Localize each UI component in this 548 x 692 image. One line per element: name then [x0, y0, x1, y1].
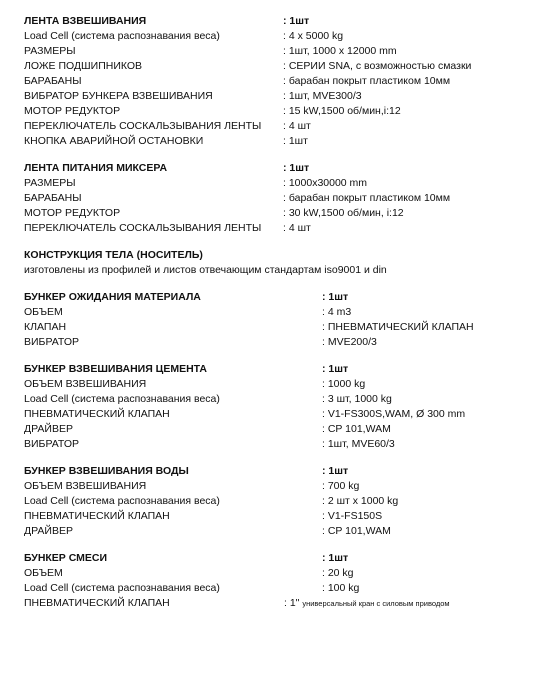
spec-value: : 20 kg [322, 567, 354, 579]
spec-value: : 1шт, MVE60/3 [322, 438, 395, 450]
spec-key: Load Cell (система распознавания веса) [24, 30, 220, 42]
section-body-construction [24, 248, 534, 278]
section-water-weighing-hopper [24, 464, 534, 539]
spec-value: : 30 kW,1500 об/мин, i:12 [283, 207, 404, 219]
spec-value: : барабан покрыт пластиком 10мм [283, 192, 451, 204]
section-qty: : 1шт [322, 291, 349, 303]
spec-key: БАРАБАНЫ [24, 75, 82, 87]
spec-value: : 1000x30000 mm [283, 177, 368, 189]
section-mix-hopper [24, 551, 534, 611]
spec-key: ВИБРАТОР БУНКЕРА ВЗВЕШИВАНИЯ [24, 90, 213, 102]
section-title: ЛЕНТА ПИТАНИЯ МИКСЕРА [24, 162, 168, 174]
spec-key: БАРАБАНЫ [24, 192, 82, 204]
spec-key: КЛАПАН [24, 321, 67, 333]
section-title: ЛЕНТА ВЗВЕШИВАНИЯ [24, 15, 147, 27]
section-weighing-belt [24, 14, 534, 149]
spec-key: РАЗМЕРЫ [24, 177, 76, 189]
section-cement-weighing-hopper [24, 362, 534, 452]
spec-key: РАЗМЕРЫ [24, 45, 76, 57]
spec-value: : V1-FS300S,WAM, Ø 300 mm [322, 408, 466, 420]
spec-value: : CP 101,WAM [322, 423, 391, 435]
spec-value: : CP 101,WAM [322, 525, 391, 537]
spec-key: ПНЕВМАТИЧЕСКИЙ КЛАПАН [24, 408, 170, 420]
spec-value: : 100 kg [322, 582, 360, 594]
spec-value: : 700 kg [322, 480, 360, 492]
spec-value: : MVE200/3 [322, 336, 377, 348]
spec-key: ВИБРАТОР [24, 336, 80, 348]
section-title: БУНКЕР ВЗВЕШИВАНИЯ ЦЕМЕНТА [24, 363, 208, 375]
spec-key: ДРАЙВЕР [24, 525, 73, 537]
spec-key: ОБЪЕМ [24, 567, 63, 579]
spec-key: ДРАЙВЕР [24, 423, 73, 435]
spec-value: : 1000 kg [322, 378, 366, 390]
spec-value [284, 596, 450, 611]
spec-value: : V1-FS150S [322, 510, 383, 522]
section-qty: : 1шт [322, 552, 349, 564]
spec-value: : 1шт [283, 135, 308, 147]
spec-key: КНОПКА АВАРИЙНОЙ ОСТАНОВКИ [24, 135, 204, 147]
spec-value: : 2 шт x 1000 kg [322, 495, 399, 507]
spec-key: ОБЪЕМ ВЗВЕШИВАНИЯ [24, 480, 147, 492]
spec-key: Load Cell (система распознавания веса) [24, 582, 220, 594]
section-title: КОНСТРУКЦИЯ ТЕЛА (НОСИТЕЛЬ) [24, 249, 203, 261]
section-qty: : 1шт [283, 162, 310, 174]
spec-key: МОТОР РЕДУКТОР [24, 207, 121, 219]
spec-key: ПЕРЕКЛЮЧАТЕЛЬ СОСКАЛЬЗЫВАНИЯ ЛЕНТЫ [24, 222, 262, 234]
section-material-waiting-hopper [24, 290, 534, 350]
spec-value: : барабан покрыт пластиком 10мм [283, 75, 451, 87]
spec-key: ЛОЖЕ ПОДШИПНИКОВ [24, 60, 143, 72]
section-qty: : 1шт [322, 363, 349, 375]
spec-value: : 1шт, 1000 x 12000 mm [283, 45, 397, 57]
spec-value: : 4 шт [283, 222, 311, 234]
spec-value: : 1шт, MVE300/3 [283, 90, 362, 102]
spec-key: Load Cell (система распознавания веса) [24, 495, 220, 507]
spec-value: : 3 шт, 1000 kg [322, 393, 392, 405]
section-qty: : 1шт [322, 465, 349, 477]
valve-size: : 1" [284, 597, 300, 609]
spec-value: : 15 kW,1500 об/мин,i:12 [283, 105, 401, 117]
spec-key: ПЕРЕКЛЮЧАТЕЛЬ СОСКАЛЬЗЫВАНИЯ ЛЕНТЫ [24, 120, 262, 132]
spec-value: : ПНЕВМАТИЧЕСКИЙ КЛАПАН [322, 321, 474, 333]
spec-key: МОТОР РЕДУКТОР [24, 105, 121, 117]
spec-key: ВИБРАТОР [24, 438, 80, 450]
spec-key: ПНЕВМАТИЧЕСКИЙ КЛАПАН [24, 510, 170, 522]
section-mixer-feed-belt [24, 161, 534, 236]
spec-document [24, 14, 534, 623]
spec-key: Load Cell (система распознавания веса) [24, 393, 220, 405]
spec-value: : 4 шт [283, 120, 311, 132]
section-title: БУНКЕР СМЕСИ [24, 552, 108, 564]
spec-value: : 4 x 5000 kg [283, 30, 344, 42]
section-title: БУНКЕР ОЖИДАНИЯ МАТЕРИАЛА [24, 291, 201, 303]
section-qty: : 1шт [283, 15, 310, 27]
valve-description: универсальный кран с силовым приводом [302, 599, 450, 608]
spec-value: : СЕРИИ SNA, с возможностью смазки [283, 60, 472, 72]
spec-key: ПНЕВМАТИЧЕСКИЙ КЛАПАН [24, 597, 170, 609]
section-note: изготовлены из профилей и листов отвечающим стандартам iso9001 и din [24, 264, 387, 276]
spec-key: ОБЪЕМ [24, 306, 63, 318]
spec-key: ОБЪЕМ ВЗВЕШИВАНИЯ [24, 378, 147, 390]
spec-value: : 4 m3 [322, 306, 352, 318]
section-title: БУНКЕР ВЗВЕШИВАНИЯ ВОДЫ [24, 465, 189, 477]
